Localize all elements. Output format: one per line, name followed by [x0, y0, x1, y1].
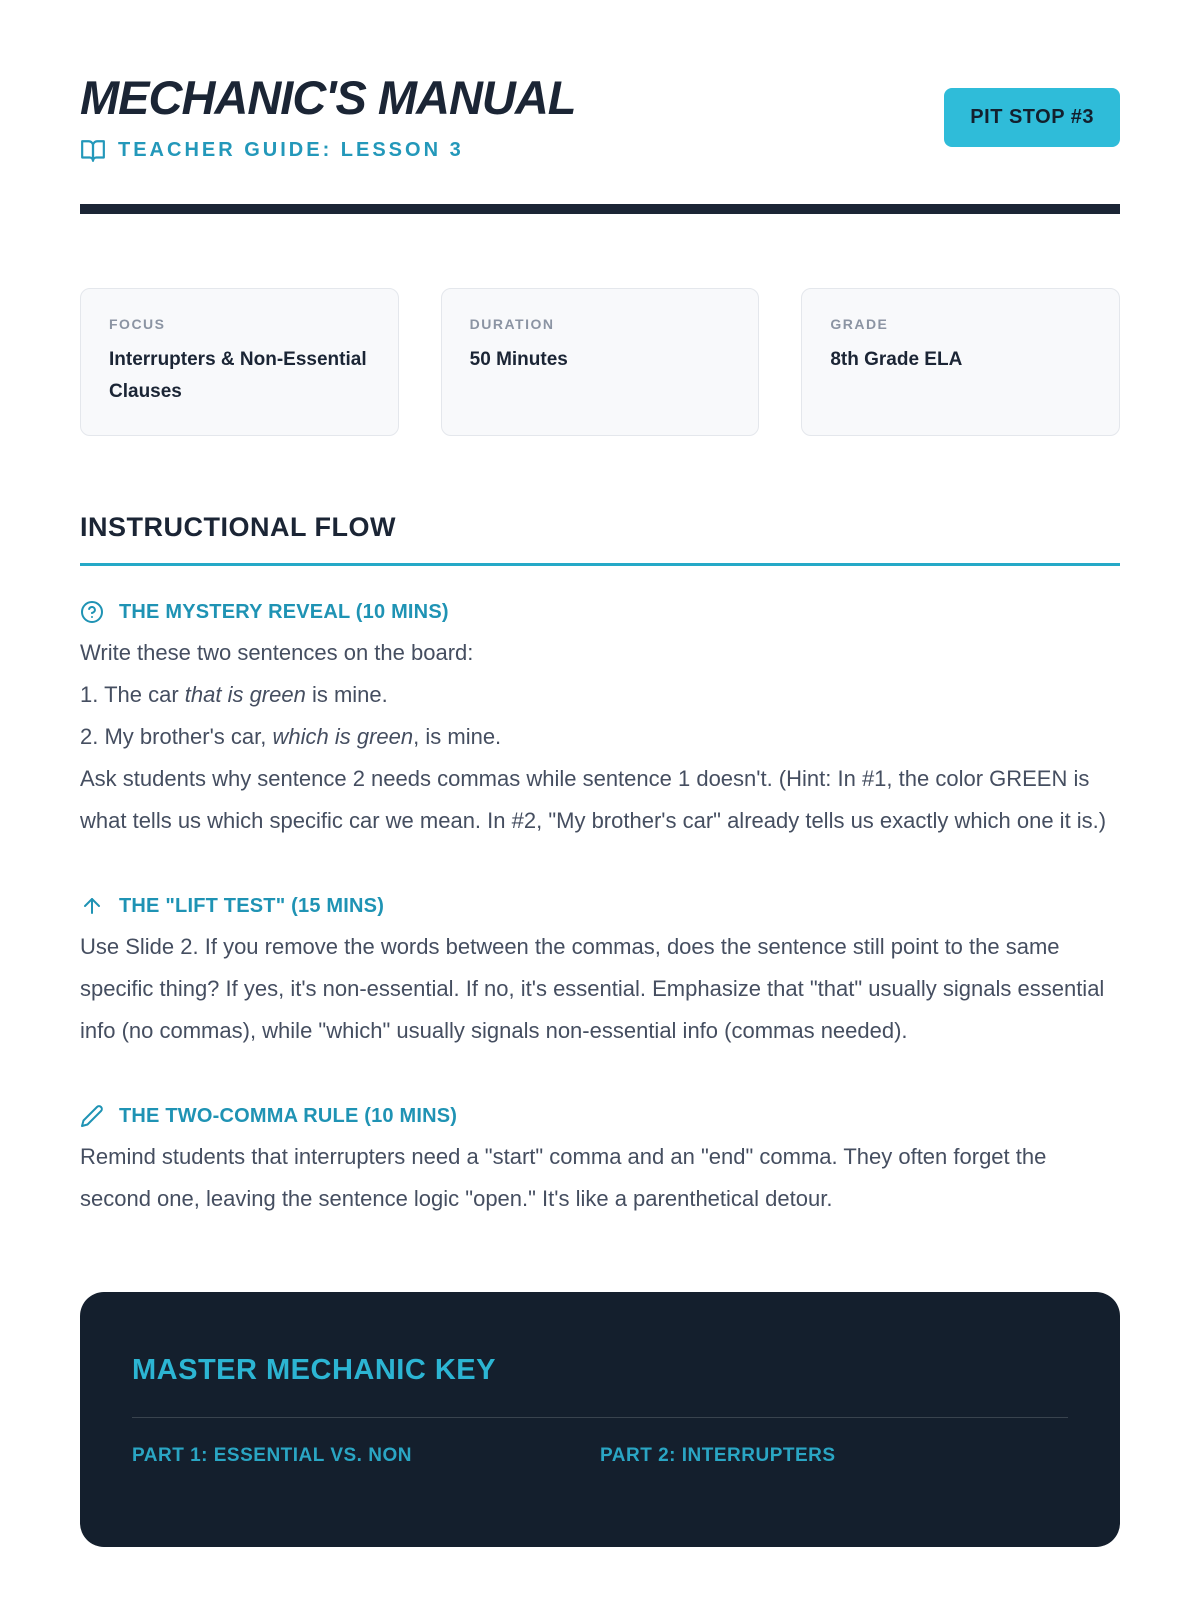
meta-cards	[80, 288, 1120, 437]
key-divider	[132, 1417, 1068, 1418]
section-paragraph: Remind students that interrupters need a "start" comma and an "end" comma. They often forget the second one, leaving the sentence logic "open." It's like a parenthetical detour.	[80, 1144, 1047, 1212]
section-heading-label: THE MYSTERY REVEAL (10 MINS)	[119, 600, 449, 623]
pit-stop-badge: PIT STOP #3	[944, 88, 1120, 147]
help-circle-icon	[80, 600, 104, 624]
card-value: Interrupters & Non-Essential Clauses	[109, 348, 367, 402]
page-header	[80, 72, 1120, 164]
board-sentence-2	[80, 716, 1120, 758]
section-heading	[80, 894, 1120, 918]
card-value: 8th Grade ELA	[830, 348, 963, 370]
divider-bar	[80, 204, 1120, 214]
pen-icon	[80, 1104, 104, 1128]
page-subtitle-label: TEACHER GUIDE: LESSON 3	[118, 139, 464, 162]
card-label: DURATION	[469, 315, 555, 332]
section-mystery-reveal	[80, 600, 1120, 842]
instructional-flow-title: INSTRUCTIONAL FLOW	[80, 512, 1120, 566]
sentence-italic: that is green	[184, 682, 306, 708]
master-mechanic-key-panel	[80, 1292, 1120, 1547]
sentence-prefix: 2. My brother's car,	[80, 724, 273, 750]
section-two-comma-rule	[80, 1104, 1120, 1220]
card-label: FOCUS	[109, 315, 166, 332]
sentence-suffix: , is mine.	[413, 724, 502, 750]
sentence-italic: which is green	[272, 724, 414, 750]
section-lift-test	[80, 894, 1120, 1052]
duration-card	[441, 288, 760, 437]
key-column-part-2: PART 2: INTERRUPTERS	[600, 1445, 836, 1467]
focus-card	[80, 288, 399, 437]
sentence-prefix: 1. The car	[80, 682, 185, 708]
card-value: 50 Minutes	[469, 348, 568, 370]
grade-card	[801, 288, 1120, 437]
section-heading-label: THE TWO-COMMA RULE (10 MINS)	[119, 1104, 458, 1127]
section-heading-label: THE "LIFT TEST" (15 MINS)	[119, 894, 385, 917]
sentence-suffix: is mine.	[305, 682, 388, 708]
header-left	[80, 72, 575, 164]
section-heading	[80, 600, 1120, 624]
book-open-icon	[80, 138, 106, 164]
key-column-part-1: PART 1: ESSENTIAL VS. NON	[132, 1445, 412, 1467]
section-paragraph: Write these two sentences on the board:	[80, 640, 474, 666]
page-subtitle	[80, 138, 575, 164]
card-label: GRADE	[830, 315, 889, 332]
section-heading	[80, 1104, 1120, 1128]
key-panel-title: MASTER MECHANIC KEY	[132, 1354, 496, 1387]
section-paragraph: Ask students why sentence 2 needs commas while sentence 1 doesn't. (Hint: In #1, the color GREEN is what tells us which specific car we mean. In #2, "My brother's car" already tells us exactly which one it is.)	[80, 766, 1107, 834]
arrow-up-icon	[80, 894, 104, 918]
section-paragraph: Use Slide 2. If you remove the words between the commas, does the sentence still point to the same specific thing? If yes, it's non-essential. If no, it's essential. Emphasize that "that" usually signals essential info (no commas), while "which" usually signals non-essential info (commas needed).	[80, 934, 1105, 1044]
page-title: MECHANIC'S MANUAL	[80, 71, 576, 124]
board-sentence-1	[80, 674, 1120, 716]
key-columns	[132, 1445, 1068, 1467]
